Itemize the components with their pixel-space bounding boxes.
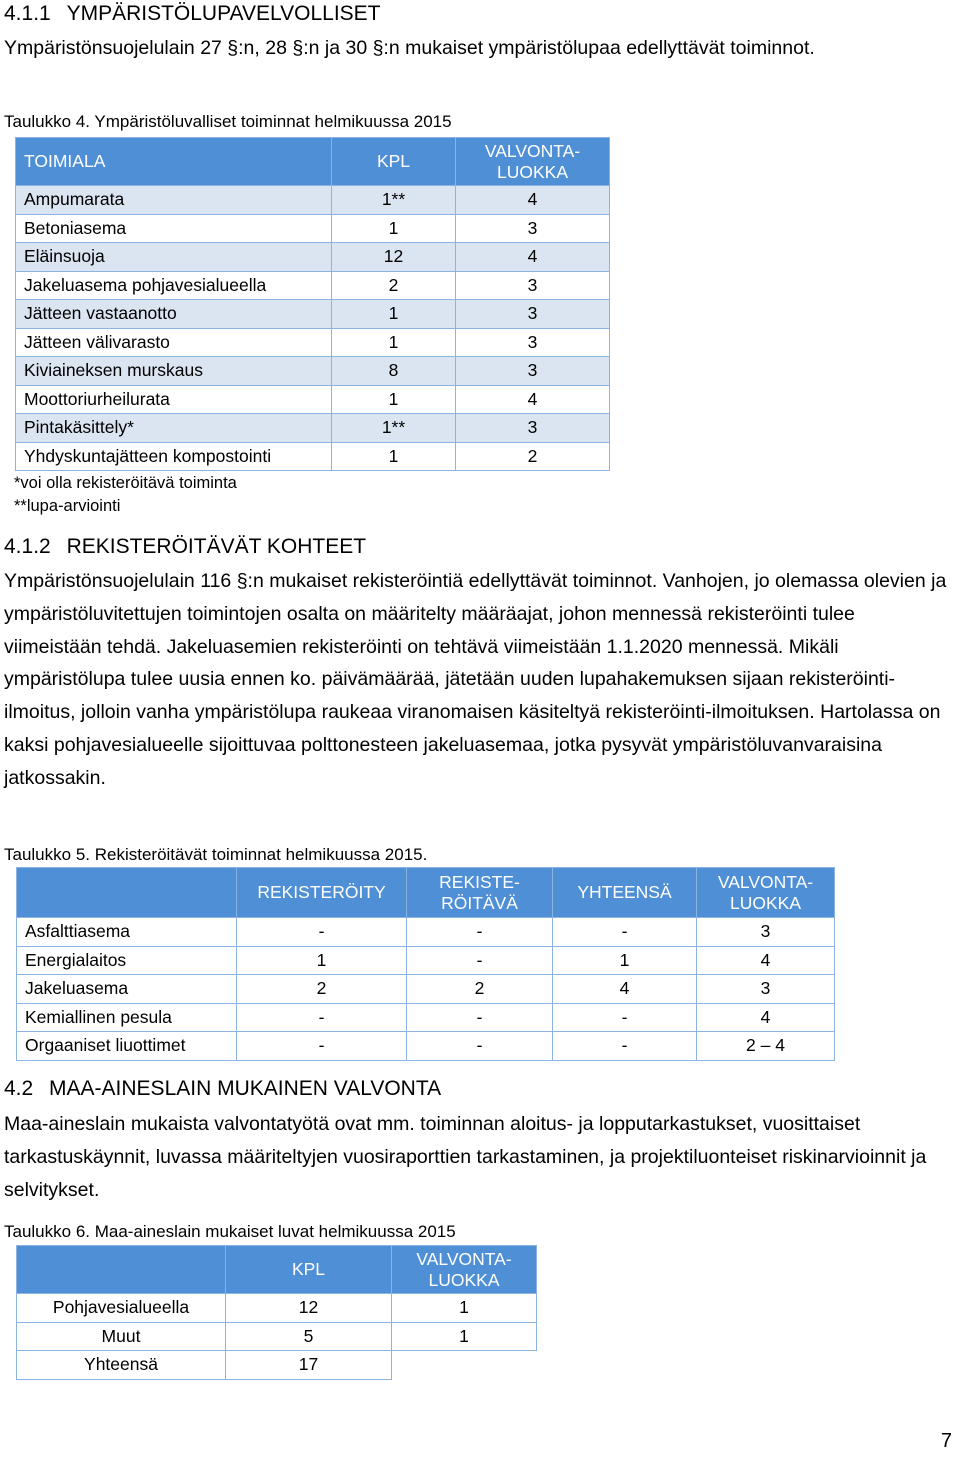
table-cell: Energialaitos (17, 946, 237, 975)
section-number: 4.1.2 (4, 535, 51, 558)
table-cell: 1 (392, 1294, 537, 1323)
table-4 (15, 137, 610, 471)
table-cell: 2 (407, 975, 553, 1004)
table-header: REKISTERÖITY (237, 868, 407, 918)
table-cell: 4 (697, 1003, 835, 1032)
table-cell: 3 (456, 271, 610, 300)
table-cell: Jakeluasema (17, 975, 237, 1004)
table-cell: 4 (456, 243, 610, 272)
table-header: TOIMIALA (16, 138, 332, 186)
table-caption: Taulukko 5. Rekisteröitävät toiminnat helmikuussa 2015. (4, 845, 428, 864)
table-header (17, 868, 237, 918)
table-cell: Betoniasema (16, 214, 332, 243)
table-cell: - (407, 1032, 553, 1061)
table-cell: 1 (553, 946, 697, 975)
table-cell: Pintakäsittely* (16, 414, 332, 443)
table-cell: Asfalttiasema (17, 918, 237, 947)
table-cell: Jätteen vastaanotto (16, 300, 332, 329)
table-cell: 3 (456, 414, 610, 443)
table-cell: 17 (226, 1351, 392, 1380)
table-cell: 1** (332, 414, 456, 443)
table-cell: Ampumarata (16, 186, 332, 215)
table-cell: Kiviaineksen murskaus (16, 357, 332, 386)
table-cell: Yhteensä (17, 1351, 226, 1380)
table-cell: 2 (237, 975, 407, 1004)
table-cell: Pohjavesialueella (17, 1294, 226, 1323)
table-5 (16, 867, 835, 1061)
table-header: KPL (332, 138, 456, 186)
table-cell: 4 (456, 186, 610, 215)
table-caption: Taulukko 4. Ympäristöluvalliset toiminnat helmikuussa 2015 (4, 112, 452, 131)
table-cell: 3 (697, 975, 835, 1004)
page-number: 7 (940, 1430, 952, 1452)
table-cell: 8 (332, 357, 456, 386)
table-cell: 1 (237, 946, 407, 975)
table-cell: - (237, 1032, 407, 1061)
table-cell: 1 (392, 1322, 537, 1351)
table-cell: - (553, 1032, 697, 1061)
section-paragraph: Ympäristönsuojelulain 27 §:n, 28 §:n ja 30 §:n mukaiset ympäristölupaa edellyttävät toiminnot. (4, 37, 815, 59)
section-number: 4.1.1 (4, 2, 51, 25)
table-cell: - (553, 918, 697, 947)
table-cell: 1 (332, 214, 456, 243)
table-cell: 4 (553, 975, 697, 1004)
table-header: VALVONTA-LUOKKA (392, 1246, 537, 1294)
table-cell: 2 (332, 271, 456, 300)
table-cell: 3 (456, 357, 610, 386)
table-cell: Yhdyskuntajätteen kompostointi (16, 442, 332, 471)
table-cell: - (407, 918, 553, 947)
table-header (17, 1246, 226, 1294)
table-cell: 12 (332, 243, 456, 272)
table-header: VALVONTA-LUOKKA (456, 138, 610, 186)
table-header: KPL (226, 1246, 392, 1294)
section-paragraph: Maa-aineslain mukaista valvontatyötä ovat mm. toiminnan aloitus- ja lopputarkastukset, vuosittaiset tarkastuskäynnit, luvassa määriteltyjen vuosiraporttien tarkastaminen, ja projektiluonteiset riskinarvioinnit ja selvitykset. (4, 1113, 927, 1201)
table-cell: 1** (332, 186, 456, 215)
table-cell: - (407, 1003, 553, 1032)
table-header: VALVONTA-LUOKKA (697, 868, 835, 918)
section-heading-4-1-1 (4, 2, 381, 26)
table-caption: Taulukko 6. Maa-aineslain mukaiset luvat helmikuussa 2015 (4, 1222, 456, 1241)
table-cell: 4 (697, 946, 835, 975)
table-cell: - (237, 1003, 407, 1032)
table-cell: 3 (456, 214, 610, 243)
table-6 (16, 1245, 537, 1380)
section-heading-4-1-2 (4, 535, 366, 559)
table-cell: 1 (332, 300, 456, 329)
table-cell: - (553, 1003, 697, 1032)
table-cell: 12 (226, 1294, 392, 1323)
table-cell (392, 1351, 537, 1380)
section-title: YMPÄRISTÖLUPAVELVOLLISET (66, 2, 381, 25)
table-cell: 3 (456, 300, 610, 329)
table-cell: 1 (332, 442, 456, 471)
table-cell: Muut (17, 1322, 226, 1351)
section-heading-4-2 (4, 1077, 441, 1101)
table-note: *voi olla rekisteröitävä toiminta (14, 474, 237, 492)
table-cell: Orgaaniset liuottimet (17, 1032, 237, 1061)
table-cell: 2 (456, 442, 610, 471)
table-cell: Jakeluasema pohjavesialueella (16, 271, 332, 300)
table-cell: 2 – 4 (697, 1032, 835, 1061)
section-title: MAA-AINESLAIN MUKAINEN VALVONTA (49, 1077, 442, 1100)
section-number: 4.2 (4, 1077, 34, 1100)
table-note: **lupa-arviointi (14, 497, 121, 515)
table-cell: 3 (697, 918, 835, 947)
table-cell: Eläinsuoja (16, 243, 332, 272)
table-header: YHTEENSÄ (553, 868, 697, 918)
table-cell: - (407, 946, 553, 975)
table-cell: Kemiallinen pesula (17, 1003, 237, 1032)
table-cell: 4 (456, 385, 610, 414)
table-cell: 1 (332, 328, 456, 357)
section-title: REKISTERÖITÄVÄT KOHTEET (66, 535, 367, 558)
section-paragraph: Ympäristönsuojelulain 116 §:n mukaiset rekisteröintiä edellyttävät toiminnot. Vanhojen, jo olemassa olevien ja ympäristöluvitettujen toimintojen osalta on määritelty määräajat, johon mennessä rekisteröinti tulee viimeistään tehdä. Jakeluasemien rekisteröinti on tehtävä viimeistään 1.1.2020 mennessä. Mikäli ympäristölupa tulee uusia ennen ko. päivämäärää, jätetään uuden lupahakemuksen sijaan rekisteröinti-ilmoitus, jolloin vanha ympäristölupa raukeaa viranomaisen käsiteltyä rekisteröinti-ilmoituksen. Hartolassa on kaksi pohjavesialueelle sijoittuvaa polttonesteen jakeluasemaa, jotka pysyvät ympäristöluvanvaraisina jatkossakin. (4, 570, 947, 789)
table-cell: 5 (226, 1322, 392, 1351)
table-header: REKISTE-RÖITÄVÄ (407, 868, 553, 918)
table-cell: 3 (456, 328, 610, 357)
table-cell: 1 (332, 385, 456, 414)
table-cell: Jätteen välivarasto (16, 328, 332, 357)
table-cell: Moottoriurheilurata (16, 385, 332, 414)
table-cell: - (237, 918, 407, 947)
